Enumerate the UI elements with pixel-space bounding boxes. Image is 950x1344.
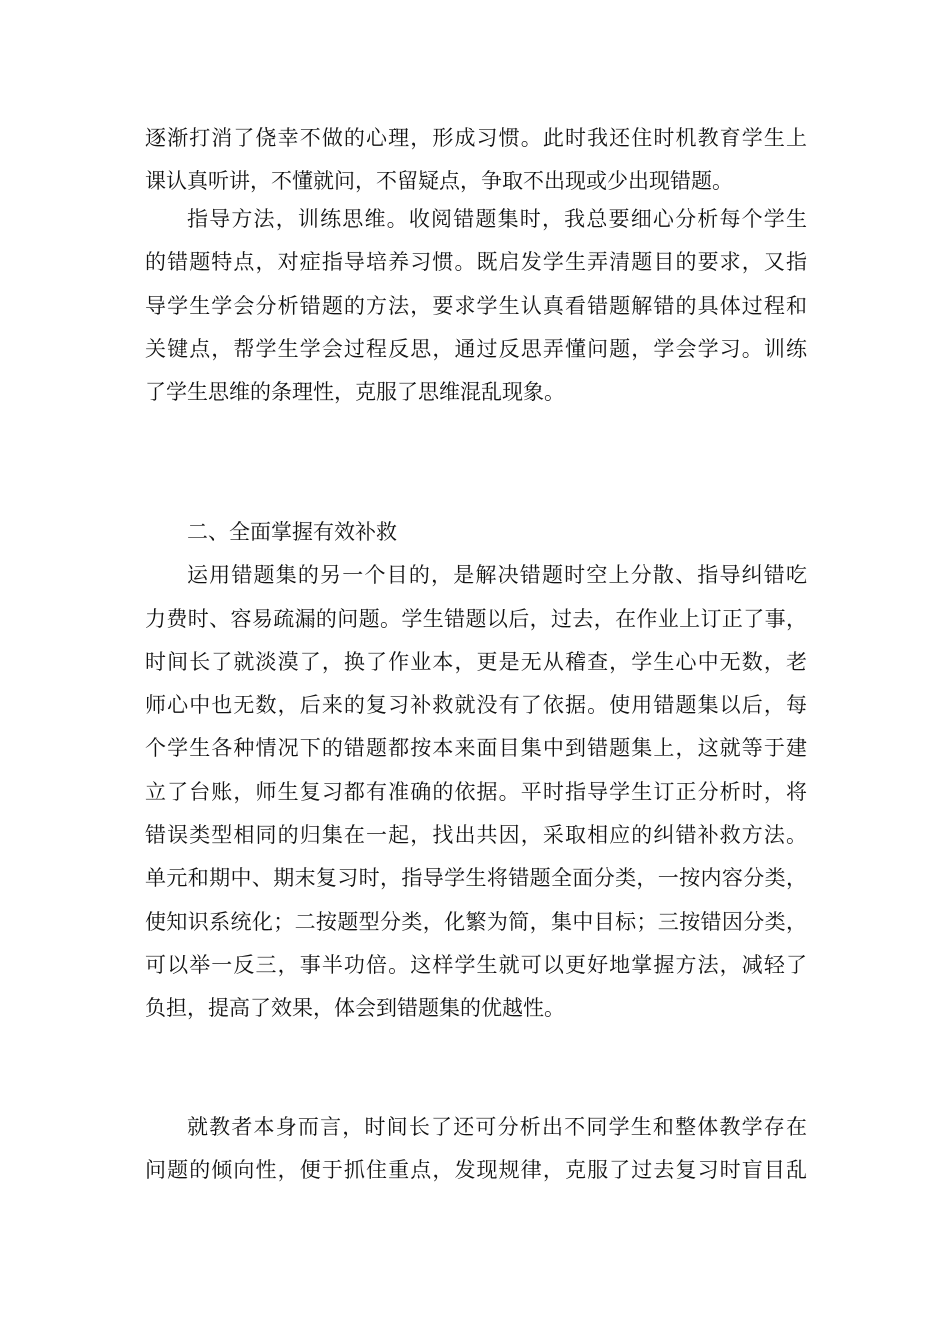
text-line: 时间长了就淡漠了，换了作业本，更是无从稽查，学生心中无数，老	[145, 649, 807, 674]
text-line: 单元和期中、期末复习时，指导学生将错题全面分类，一按内容分类，	[145, 866, 807, 891]
paragraph-continuation	[145, 117, 807, 204]
text-line: 个学生各种情况下的错题都按本来面目集中到错题集上，这就等于建	[145, 736, 807, 761]
text-line: 错误类型相同的归集在一起，找出共因，采取相应的纠错补救方法。	[145, 823, 807, 848]
section-heading: 二、全面掌握有效补救	[187, 520, 397, 544]
text-line: 课认真听讲，不懂就问，不留疑点，争取不出现或少出现错题。	[145, 169, 733, 194]
text-line: 使知识系统化；二按题型分类，化繁为简，集中目标；三按错因分类，	[145, 909, 807, 934]
text-line: 了学生思维的条理性，克服了思维混乱现象。	[145, 380, 565, 405]
text-line: 可以举一反三，事半功倍。这样学生就可以更好地掌握方法，减轻了	[145, 952, 807, 977]
text-line: 负担，提高了效果，体会到错题集的优越性。	[145, 996, 565, 1021]
text-line: 力费时、容易疏漏的问题。学生错题以后，过去，在作业上订正了事，	[145, 606, 807, 631]
paragraph-teacher-analysis	[145, 1106, 807, 1193]
text-line: 导学生学会分析错题的方法，要求学生认真看错题解错的具体过程和	[145, 293, 807, 318]
text-line: 指导方法，训练思维。收阅错题集时，我总要细心分析每个学生	[187, 207, 807, 231]
text-line: 关键点，帮学生学会过程反思，通过反思弄懂问题，学会学习。训练	[145, 336, 807, 361]
text-line: 的错题特点，对症指导培养习惯。既启发学生弄清题目的要求，又指	[145, 250, 807, 275]
paragraph-guidance-method	[145, 198, 807, 414]
text-line: 就教者本身而言，时间长了还可分析出不同学生和整体教学存在	[187, 1115, 807, 1139]
section-remedy	[145, 511, 807, 1031]
text-line: 运用错题集的另一个目的，是解决错题时空上分散、指导纠错吃	[187, 563, 807, 588]
text-line: 问题的倾向性，便于抓住重点，发现规律，克服了过去复习时盲目乱	[145, 1158, 807, 1183]
text-line: 逐渐打消了侥幸不做的心理，形成习惯。此时我还住时机教育学生上	[145, 126, 807, 150]
text-line: 立了台账，师生复习都有准确的依据。平时指导学生订正分析时，将	[145, 779, 807, 804]
text-line: 师心中也无数，后来的复习补救就没有了依据。使用错题集以后，每	[145, 693, 807, 718]
